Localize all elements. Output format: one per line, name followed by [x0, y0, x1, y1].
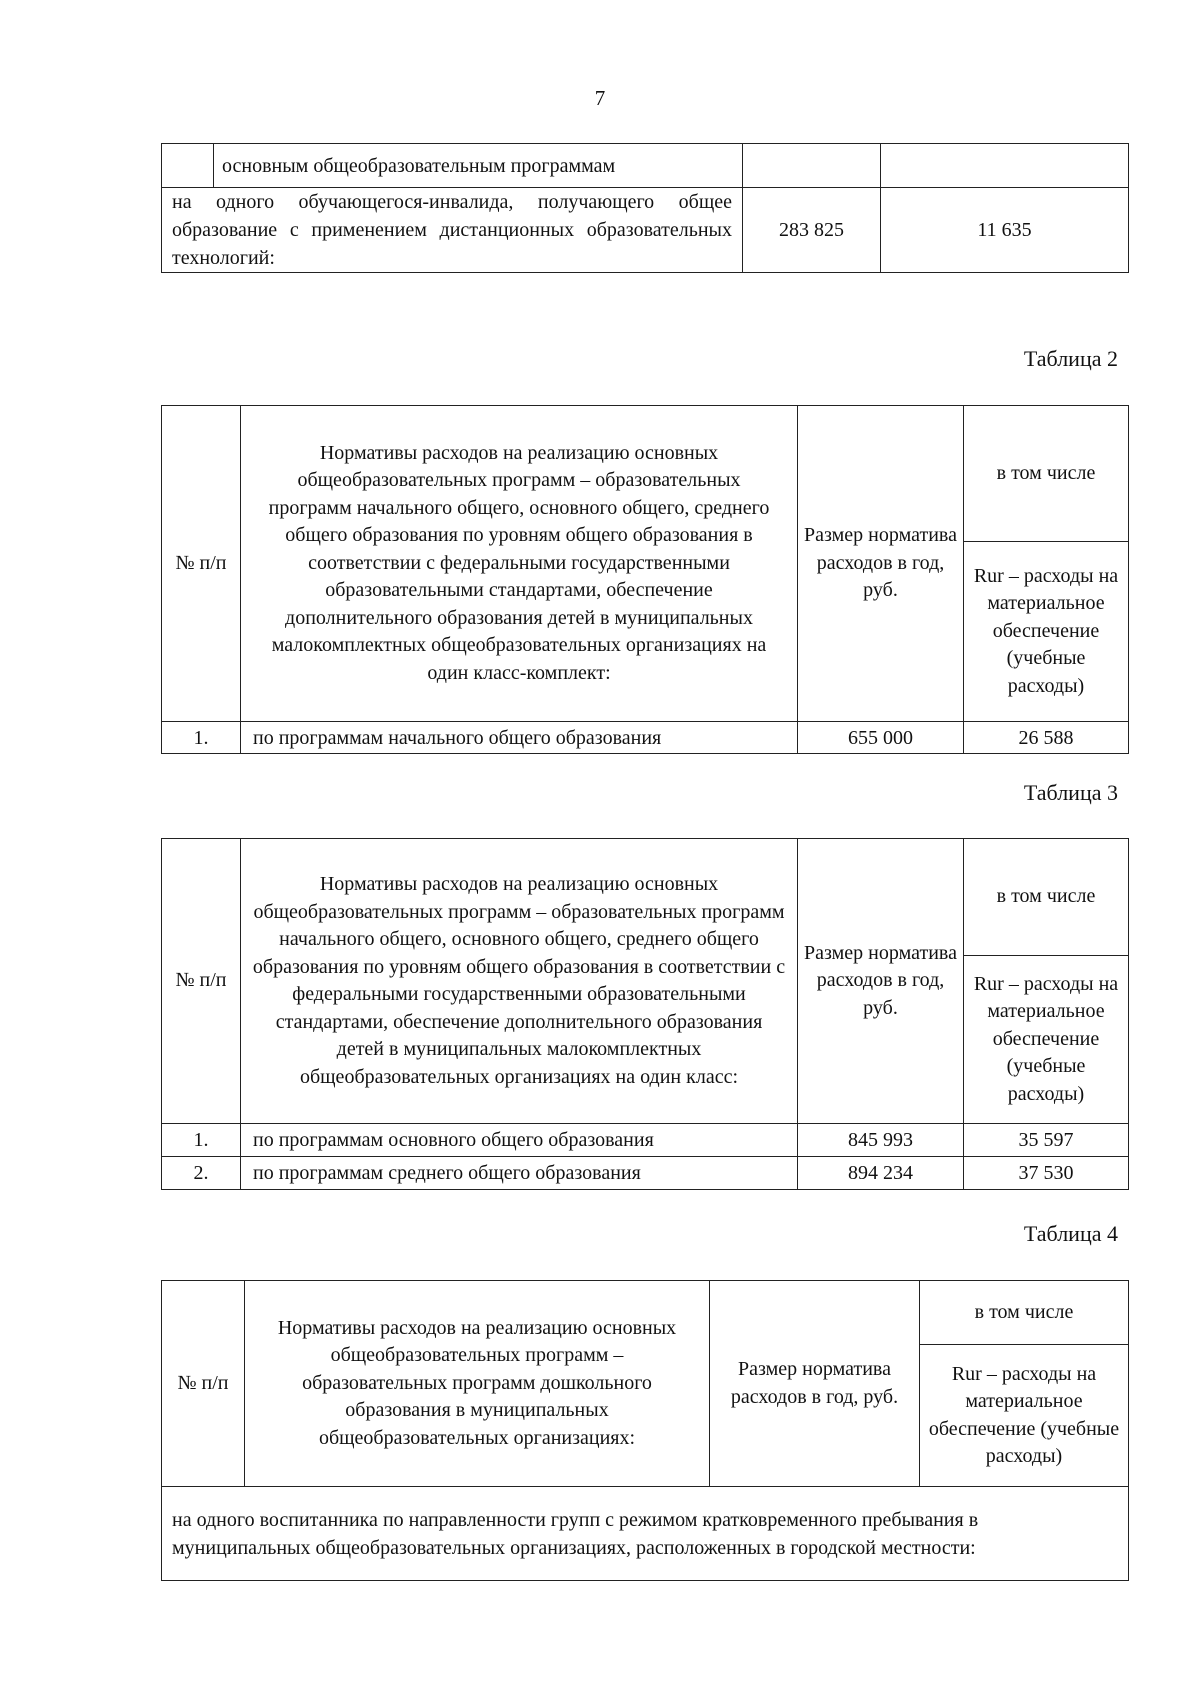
table-2 [161, 405, 1129, 754]
col-header-size: Размер норматива расходов в год, руб. [798, 406, 964, 722]
row-name: по программам основного общего образования [241, 1124, 798, 1157]
row-num: 1. [162, 722, 241, 754]
table-row [162, 1157, 1129, 1190]
row-rur: 35 597 [964, 1124, 1129, 1157]
row-rur: 37 530 [964, 1157, 1129, 1190]
row-num: 2. [162, 1157, 241, 1190]
table-3 [161, 838, 1129, 1190]
table-cell: на одного обучающегося-инвалида, получающего общее образование с применением дистанционных образовательных технологий: [162, 188, 743, 273]
col-header-num: № п/п [162, 839, 241, 1124]
table-3-caption: Таблица 3 [1023, 780, 1118, 805]
col-header-including: в том числе [964, 406, 1129, 542]
row-name: по программам начального общего образования [241, 722, 798, 754]
col-header-description: Нормативы расходов на реализацию основных общеобразовательных программ – образовательных программ дошкольного образования в муниципальных общеобразовательных организациях: [245, 1281, 710, 1487]
table-2-caption: Таблица 2 [1023, 346, 1118, 371]
table-cell: 283 825 [743, 188, 881, 273]
col-header-including: в том числе [920, 1281, 1129, 1345]
table-row [162, 144, 1129, 188]
table-cell [881, 144, 1129, 188]
row-name: по программам среднего общего образования [241, 1157, 798, 1190]
col-header-rur: Rur – расходы на материальное обеспечение (учебные расходы) [964, 542, 1129, 722]
row-num: 1. [162, 1124, 241, 1157]
table-cell: основным общеобразовательным программам [214, 144, 743, 188]
col-header-description: Нормативы расходов на реализацию основных общеобразовательных программ – образовательных программ начального общего, основного общего, среднего общего образования по уровням общего образования в соответствии с федеральными государственными образовательными стандартами, обеспечение дополнительного образования детей в муниципальных малокомплектных общеобразовательных организациях на один класс-комплект: [241, 406, 798, 722]
col-header-num: № п/п [162, 1281, 245, 1487]
table-4 [161, 1280, 1129, 1581]
row-value: 894 234 [798, 1157, 964, 1190]
table-row [162, 188, 1129, 273]
table-cell [743, 144, 881, 188]
col-header-num: № п/п [162, 406, 241, 722]
row-value: 845 993 [798, 1124, 964, 1157]
col-header-including: в том числе [964, 839, 1129, 956]
table-1 [161, 143, 1129, 273]
page-number: 7 [594, 86, 606, 110]
col-header-size: Размер норматива расходов в год, руб. [710, 1281, 920, 1487]
col-header-description: Нормативы расходов на реализацию основных общеобразовательных программ – образовательных программ начального общего, основного общего, среднего общего образования по уровням общего образования в соответствии с федеральными государственными образовательными стандартами, обеспечение дополнительного образования детей в муниципальных малокомплектных общеобразовательных организациях на один класс: [241, 839, 798, 1124]
table-row [162, 1487, 1129, 1581]
col-header-size: Размер норматива расходов в год, руб. [798, 839, 964, 1124]
col-header-rur: Rur – расходы на материальное обеспечение (учебные расходы) [920, 1345, 1129, 1487]
table-row [162, 1124, 1129, 1157]
table-cell [162, 144, 214, 188]
row-value: 655 000 [798, 722, 964, 754]
table-4-caption: Таблица 4 [1023, 1221, 1118, 1246]
col-header-rur: Rur – расходы на материальное обеспечение (учебные расходы) [964, 956, 1129, 1124]
table-row [162, 722, 1129, 754]
section-row: на одного воспитанника по направленности групп с режимом кратковременного пребывания в муниципальных общеобразовательных организациях, расположенных в городской местности: [162, 1487, 1129, 1581]
row-rur: 26 588 [964, 722, 1129, 754]
table-cell: 11 635 [881, 188, 1129, 273]
